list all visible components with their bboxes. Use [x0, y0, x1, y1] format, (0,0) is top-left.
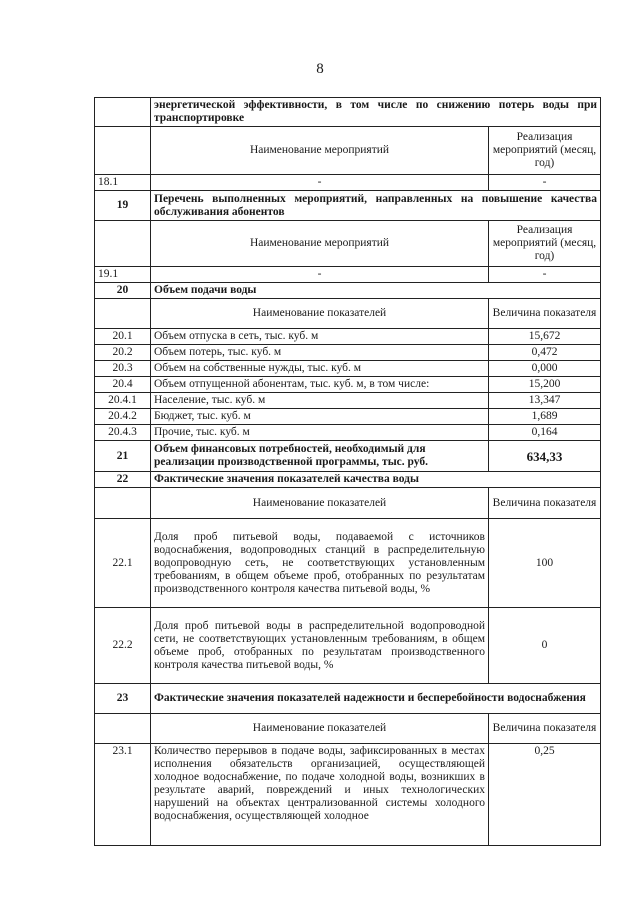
column-header-measures: Наименование мероприятий: [151, 221, 489, 267]
row-name: Объем отпуска в сеть, тыс. куб. м: [151, 329, 489, 345]
row-name: Доля проб питьевой воды в распределительной водопроводной сети, не соответствующих установленным требованиям, в общем объеме проб, отобранных по результатам производственного контроля качества питьевой воды, %: [151, 608, 489, 684]
row-value: 0,164: [489, 425, 601, 441]
row-name: Доля проб питьевой воды, подаваемой с источников водоснабжения, водопроводных станций в распределительную водопроводную сеть, не соответствующих установленным требованиям, в общем объеме проб, отобранных по результатам производственного контроля качества питьевой воды, %: [151, 519, 489, 608]
column-header-indicators: Наименование показателей: [151, 299, 489, 329]
page-number: 8: [316, 61, 324, 77]
row-number: 20.4: [95, 377, 151, 393]
table-row: [95, 608, 601, 684]
column-header-indicators: Наименование показателей: [151, 714, 489, 744]
row-number: 20.4.1: [95, 393, 151, 409]
table-row: [95, 519, 601, 608]
section-title: Фактические значения показателей надежности и бесперебойности водоснабжения: [151, 684, 601, 714]
column-header-value: Величина показателя: [489, 299, 601, 329]
row-number: 23.1: [95, 744, 151, 846]
row-number: 19.1: [95, 267, 151, 283]
table-row: [95, 221, 601, 267]
row-name: Население, тыс. куб. м: [151, 393, 489, 409]
table-row: [95, 361, 601, 377]
column-header-indicators: Наименование показателей: [151, 488, 489, 519]
row-name: Количество перерывов в подаче воды, зафиксированных в местах исполнения обязательств организацией, осуществляющей холодное водоснабжение, по подаче холодной воды, возникших в результате аварий, повреждений и иных технологических нарушений на объектах централизованной системы холодного водоснабжения, осуществляющей холодное: [151, 744, 489, 846]
row-number: 20.4.2: [95, 409, 151, 425]
row-value: -: [489, 175, 601, 191]
table-row: [95, 329, 601, 345]
table-row: [95, 267, 601, 283]
row-name: -: [151, 267, 489, 283]
table-row: [95, 98, 601, 127]
row-value: 0,472: [489, 345, 601, 361]
table-row: [95, 488, 601, 519]
table-row: [95, 472, 601, 488]
row-value: 15,200: [489, 377, 601, 393]
column-header-measures: Наименование мероприятий: [151, 127, 489, 175]
row-value: 0,25: [489, 744, 601, 846]
table-row: [95, 345, 601, 361]
row-name: -: [151, 175, 489, 191]
table-row: [95, 441, 601, 472]
table-row: [95, 393, 601, 409]
table-row: [95, 175, 601, 191]
row-number: 20.1: [95, 329, 151, 345]
row-number: 20.2: [95, 345, 151, 361]
row-name: Бюджет, тыс. куб. м: [151, 409, 489, 425]
column-header-implementation: Реализация мероприятий (месяц, год): [489, 221, 601, 267]
row-value: 100: [489, 519, 601, 608]
section-number: 20: [95, 283, 151, 299]
section-number: 22: [95, 472, 151, 488]
row-value: 0: [489, 608, 601, 684]
row-value: -: [489, 267, 601, 283]
row-value: 13,347: [489, 393, 601, 409]
row-number: 22.1: [95, 519, 151, 608]
row-name: Объем отпущенной абонентам, тыс. куб. м, в том числе:: [151, 377, 489, 393]
row-value: 15,672: [489, 329, 601, 345]
section-title: Объем подачи воды: [151, 283, 601, 299]
row-value: 634,33: [489, 441, 601, 472]
section-title: Фактические значения показателей качества воды: [151, 472, 601, 488]
row-number: 22.2: [95, 608, 151, 684]
section-title: Объем финансовых потребностей, необходимый для реализации производственной программы, тыс. руб.: [151, 441, 489, 472]
section-number: 21: [95, 441, 151, 472]
row-value: 0,000: [489, 361, 601, 377]
table-row: [95, 425, 601, 441]
table-row: [95, 409, 601, 425]
section-title: Перечень выполненных мероприятий, направленных на повышение качества обслуживания абонентов: [151, 191, 601, 221]
row-value: 1,689: [489, 409, 601, 425]
column-header-implementation: Реализация мероприятий (месяц, год): [489, 127, 601, 175]
section-18-continued: энергетической эффективности, в том числе по снижению потерь воды при транспортировке: [151, 98, 601, 127]
row-name: Объем потерь, тыс. куб. м: [151, 345, 489, 361]
program-table: [94, 97, 601, 846]
table-row: [95, 377, 601, 393]
row-number: 18.1: [95, 175, 151, 191]
row-name: Прочие, тыс. куб. м: [151, 425, 489, 441]
table-row: [95, 283, 601, 299]
section-number: 19: [95, 191, 151, 221]
table-row: [95, 714, 601, 744]
section-number: 23: [95, 684, 151, 714]
table-row: [95, 191, 601, 221]
table-row: [95, 744, 601, 846]
row-name: Объем на собственные нужды, тыс. куб. м: [151, 361, 489, 377]
row-number: 20.4.3: [95, 425, 151, 441]
table-row: [95, 684, 601, 714]
table-row: [95, 127, 601, 175]
column-header-value: Величина показателя: [489, 714, 601, 744]
row-number: 20.3: [95, 361, 151, 377]
column-header-value: Величина показателя: [489, 488, 601, 519]
table-row: [95, 299, 601, 329]
